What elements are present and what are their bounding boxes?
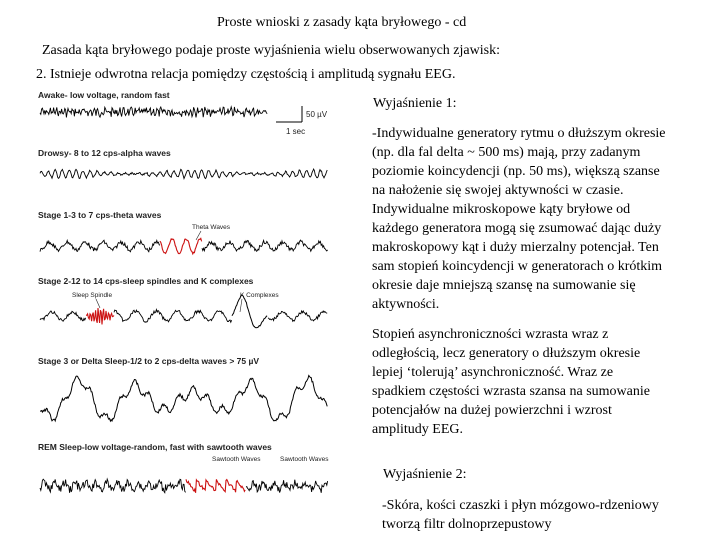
trace-stage2-k (232, 295, 267, 328)
time-scale-label: 1 sec (286, 127, 306, 136)
label-awake: Awake- low voltage, random fast (38, 90, 170, 100)
explanation-2-heading: Wyjaśnienie 2: (383, 467, 467, 482)
label-stage1: Stage 1-3 to 7 cps-theta waves (38, 210, 162, 220)
trace-stage2-c (268, 311, 327, 321)
k-complex-pointer (240, 299, 242, 312)
explanation-1-paragraph-1: -Indywidualne generatory rytmu o dłuższym okresie (np. dla fal delta ~ 500 ms) mają, przy zadanym poziomie koincydencji (np. 50 ms), większą szanse na nałożenie się swojej aktywności w czasie. Indywidualne mikroskopowe kąty bryłowe od każdego generatora mogą się zsumować dając duży makroskopowy kąt i duży mierzalny potencjał. Ten sam stopień koincydencji w generatorach o krótkim okresie daje mniejszą szansę na sumowanie się aktywności. (372, 126, 666, 312)
trace-stage1-b (202, 240, 328, 251)
amplitude-scale-label: 50 µV (306, 110, 328, 119)
label-stage3: Stage 3 or Delta Sleep-1/2 to 2 cps-delta waves > 75 µV (38, 356, 260, 366)
trace-stage2 (40, 311, 86, 321)
theta-waves-annotation: Theta Waves (192, 224, 231, 231)
point-2-text: 2. Istnieje odwrotna relacja pomiędzy częstością i amplitudą sygnału EEG. (36, 67, 456, 82)
k-complex-annotation: K Complexes (240, 292, 279, 299)
slide-title: Proste wnioski z zasady kąta bryłowego - cd (217, 15, 467, 30)
trace-drowsy (40, 169, 327, 179)
explanation-2-paragraph-1: -Skóra, kości czaszki i płyn mózgowo-rdzeniowy tworzą filtr dolnoprzepustowy (382, 498, 659, 532)
label-rem: REM Sleep-low voltage-random, fast with sawtooth waves (38, 442, 272, 452)
sawtooth-annotation-1: Sawtooth Waves (212, 456, 261, 463)
label-drowsy: Drowsy- 8 to 12 cps-alpha waves (38, 148, 171, 158)
trace-rem (40, 479, 186, 493)
eeg-traces (40, 107, 328, 493)
trace-rem-saw (186, 479, 245, 493)
trace-stage1-theta (160, 238, 202, 254)
intro-text: Zasada kąta bryłowego podaje proste wyjaśnienia wielu obserwowanych zjawisk: (42, 43, 500, 58)
trace-stage3 (40, 376, 327, 422)
explanation-1-heading: Wyjaśnienie 1: (373, 96, 457, 111)
explanation-1-paragraph-2: Stopień asynchroniczności wzrasta wraz z odległością, lecz generatory o dłuższym okresie lepiej ‘tolerują’ asynchroniczność. Wraz ze spadkiem częstości wzrasta szansa na sumowanie potencjałów na dużej powierzchni i wzrost amplitudy EEG. (372, 327, 650, 437)
trace-awake (40, 107, 267, 118)
spindle-pointer (96, 299, 100, 308)
trace-stage2-spindle (86, 308, 114, 325)
trace-stage2-b (114, 310, 232, 323)
trace-rem-b (246, 480, 328, 493)
label-stage2: Stage 2-12 to 14 cps-sleep spindles and K complexes (38, 276, 254, 286)
sawtooth-annotation-2: Sawtooth Waves (280, 456, 329, 463)
spindle-annotation: Sleep Spindle (72, 292, 113, 299)
trace-stage1 (40, 240, 160, 251)
eeg-sleep-stages-figure (36, 88, 364, 530)
